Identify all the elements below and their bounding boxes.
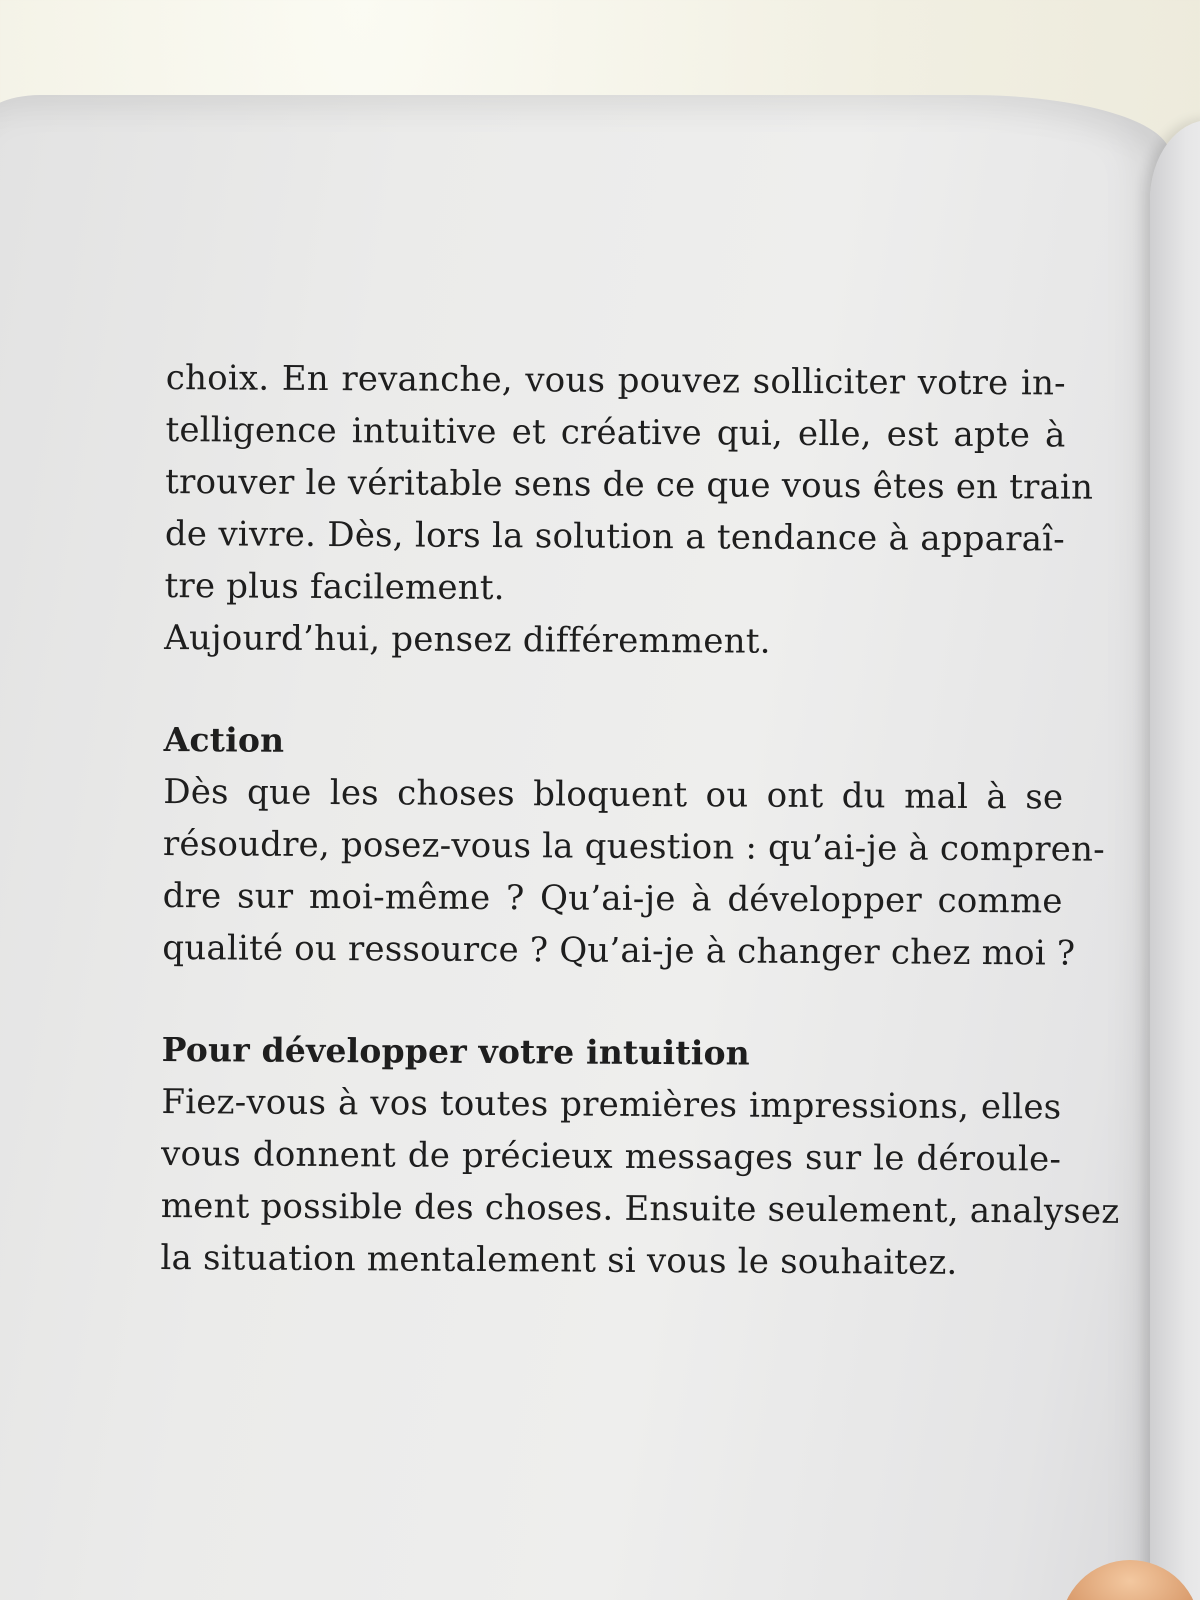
text-line: de vivre. Dès, lors la solution a tendance à apparaî- xyxy=(164,513,1065,560)
section-heading: Pour développer votre intuition xyxy=(161,1029,751,1073)
text-line: Aujourd’hui, pensez différemment. xyxy=(164,617,771,662)
text-line: vous donnent de précieux messages sur le déroule- xyxy=(160,1133,1062,1180)
text-line: Fiez-vous à vos toutes premières impressions, elles xyxy=(161,1081,1062,1128)
section-action xyxy=(162,714,1105,979)
text-line: résoudre, posez-vous la question : qu’ai-je à compren- xyxy=(162,823,1105,870)
text-line: trouver le véritable sens de ce que vous êtes en train xyxy=(165,461,1094,508)
text-line: tre plus facilement. xyxy=(164,565,505,609)
spacer xyxy=(164,664,1064,719)
facing-page-edge xyxy=(1150,120,1200,1600)
text-line: Dès que les choses bloquent ou ont du mal à se xyxy=(163,771,1064,818)
text-line: choix. En revanche, vous pouvez solliciter votre in- xyxy=(165,357,1066,404)
text-line: dre sur moi-même ? Qu’ai-je à développer comme xyxy=(162,875,1063,922)
section-intuition xyxy=(160,1024,1120,1289)
spacer xyxy=(162,974,1062,1029)
page-text xyxy=(160,352,1120,1289)
section-heading: Action xyxy=(163,719,285,760)
paragraph-intro xyxy=(164,352,1094,669)
text-line: qualité ou ressource ? Qu’ai-je à changer chez moi ? xyxy=(162,927,1076,974)
text-line: telligence intuitive et créative qui, elle, est apte à xyxy=(165,409,1066,456)
text-line: la situation mentalement si vous le souhaitez. xyxy=(160,1237,958,1283)
text-line: ment possible des choses. Ensuite seulement, analysez xyxy=(160,1185,1120,1232)
